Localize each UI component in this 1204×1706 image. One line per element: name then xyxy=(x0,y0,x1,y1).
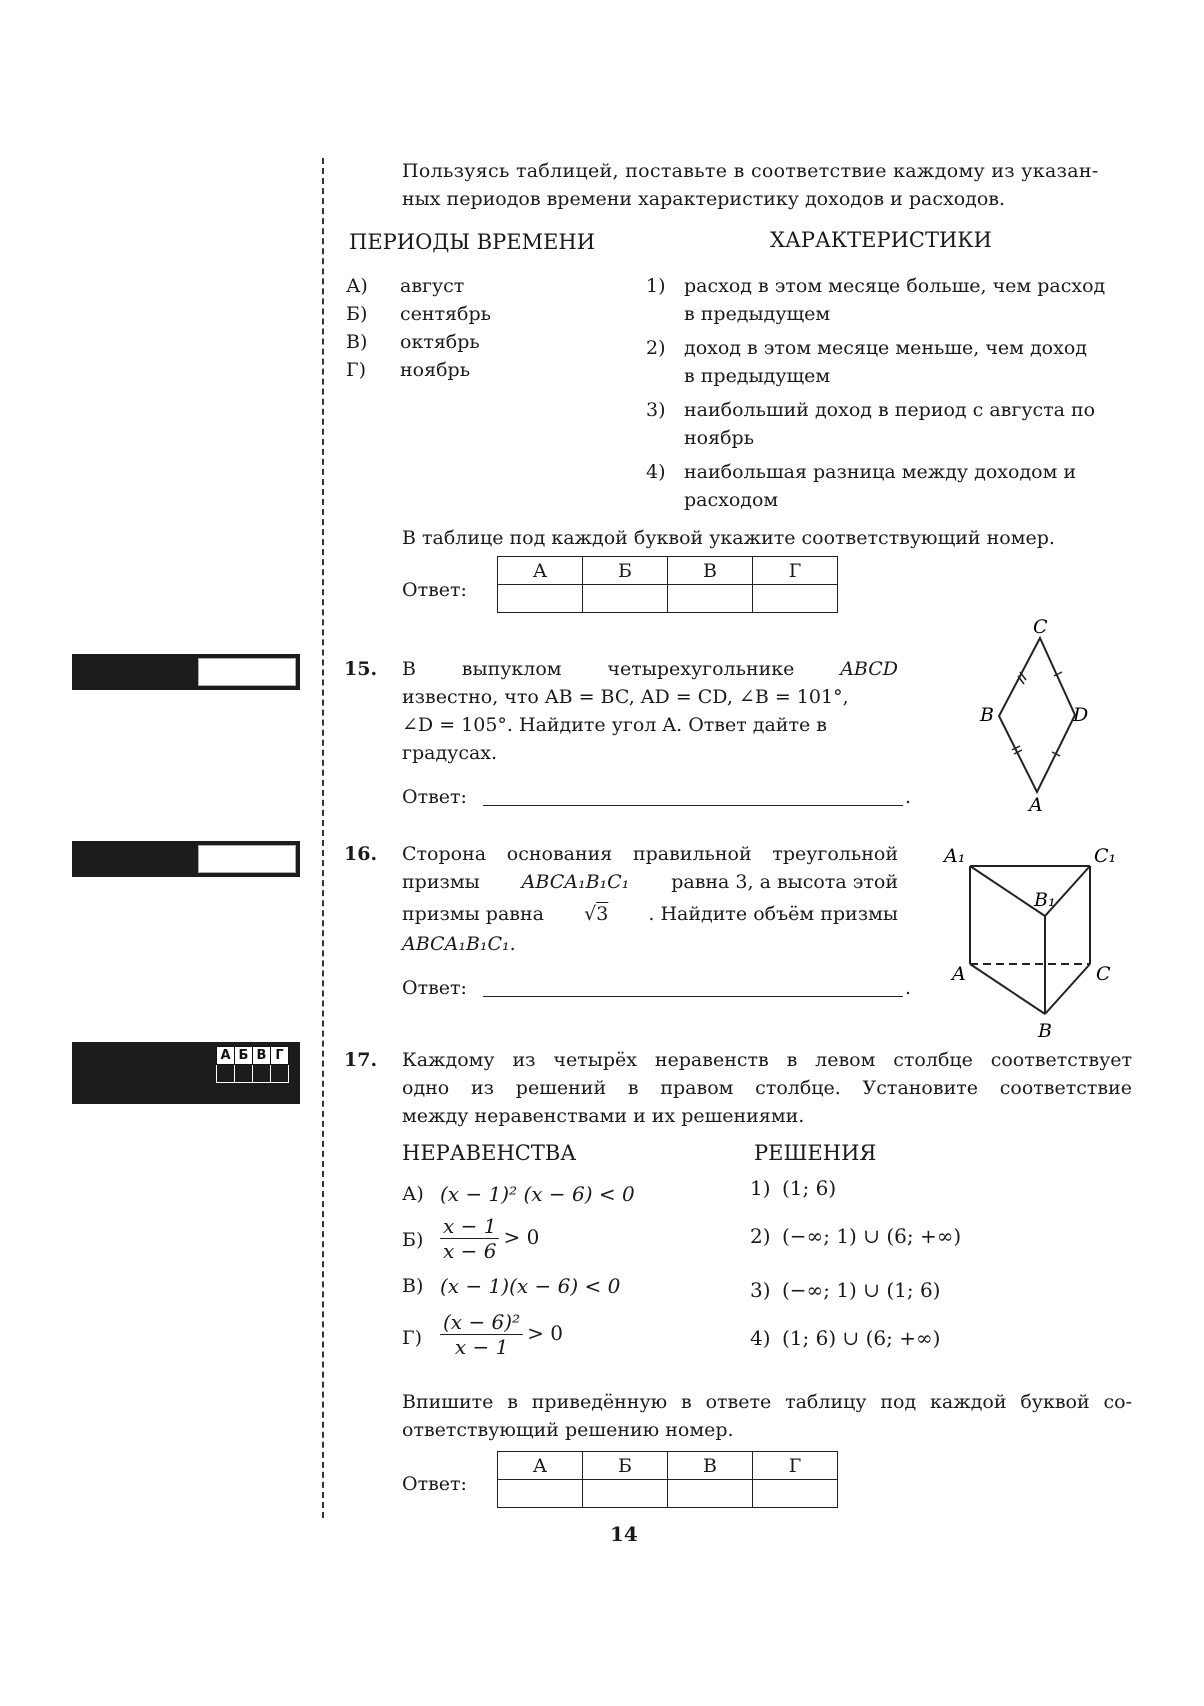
rhombus-figure xyxy=(960,614,1100,814)
answer-field-16 xyxy=(198,845,296,873)
vertex-label-a: A xyxy=(1029,794,1043,814)
grid-letter: А xyxy=(217,1047,235,1065)
answer-label: Ответ: xyxy=(402,977,467,999)
char-line: расход в этом месяце больше, чем расход xyxy=(684,275,1106,297)
answer-label: Ответ: xyxy=(402,579,467,601)
intro-line-2: ных периодов времени характеристику доходов и расходов. xyxy=(402,188,1006,210)
prism-figure xyxy=(940,838,1120,1048)
q15-word: ABCD xyxy=(840,658,898,680)
q16-word: равна 3, а высота этой xyxy=(671,871,898,893)
table-header: В xyxy=(668,557,753,585)
vertex-label-b1: B₁ xyxy=(1034,889,1056,911)
table-header: В xyxy=(668,1452,753,1480)
answer-cell[interactable] xyxy=(753,1480,838,1508)
char-num: 2) xyxy=(646,337,666,359)
grid-letter: Б xyxy=(235,1047,253,1065)
answer-field-15 xyxy=(198,658,296,686)
vertex-label-c1: C₁ xyxy=(1094,845,1117,867)
q16-word: призмы xyxy=(402,871,480,893)
q16-line-1: Сторона основания правильной треугольной xyxy=(402,843,898,865)
answer-cell[interactable] xyxy=(498,585,583,613)
answer-cell[interactable] xyxy=(753,585,838,613)
answer-table-17 xyxy=(497,1451,838,1508)
table-header: А xyxy=(498,1452,583,1480)
q16-word: призмы равна xyxy=(402,903,544,925)
characteristics-header: ХАРАКТЕРИСТИКИ xyxy=(770,228,992,252)
q17-line-2: одно из решений в правом столбце. Установите соответствие xyxy=(402,1077,1132,1099)
answer-dot: . xyxy=(905,786,912,808)
table-header: Б xyxy=(583,557,668,585)
period-text: октябрь xyxy=(400,331,480,353)
answer-label: Ответ: xyxy=(402,1473,467,1495)
vertex-label-a1: A₁ xyxy=(944,845,966,867)
table-header: Г xyxy=(753,1452,838,1480)
q15-line-3: ∠D = 105°. Найдите угол A. Ответ дайте в xyxy=(402,714,827,736)
solution-num: 2) xyxy=(750,1224,771,1248)
solution-text: (−∞; 1) ∪ (6; +∞) xyxy=(782,1224,962,1248)
period-letter: В) xyxy=(346,331,368,353)
answer-line-16[interactable] xyxy=(483,996,903,997)
q15-line-2: известно, что AB = BC, AD = CD, ∠B = 101°, xyxy=(402,686,849,708)
char-line: наибольший доход в период с августа по xyxy=(684,399,1096,421)
vertex-label-c: C xyxy=(1033,616,1048,638)
q15-word: выпуклом xyxy=(461,658,562,680)
inequalities-header: НЕРАВЕНСТВА xyxy=(402,1141,577,1165)
q14-instruction: В таблице под каждой буквой укажите соответствующий номер. xyxy=(402,527,1055,549)
grid-letter: Г xyxy=(271,1047,289,1065)
q17-line-1: Каждому из четырёх неравенств в левом столбце соответствует xyxy=(402,1049,1132,1071)
char-line: наибольшая разница между доходом и xyxy=(684,461,1077,483)
period-letter: Б) xyxy=(346,303,368,325)
ineq-letter: Б) xyxy=(402,1229,424,1251)
q15-word: В xyxy=(402,658,416,680)
vertex-label-a: A xyxy=(952,963,966,985)
ineq-v: (x − 1)(x − 6) < 0 xyxy=(440,1274,621,1298)
solution-num: 1) xyxy=(750,1176,771,1200)
period-letter: Г) xyxy=(346,359,366,381)
answer-cell[interactable] xyxy=(668,1480,753,1508)
solutions-header: РЕШЕНИЯ xyxy=(754,1141,877,1165)
period-text: август xyxy=(400,275,465,297)
solution-num: 4) xyxy=(750,1326,771,1350)
q15-line-4: градусах. xyxy=(402,742,498,764)
q15-word: четырехугольнике xyxy=(607,658,795,680)
char-num: 3) xyxy=(646,399,666,421)
period-text: сентябрь xyxy=(400,303,491,325)
vertex-label-d: D xyxy=(1073,704,1089,726)
solution-num: 3) xyxy=(750,1278,771,1302)
page-number: 14 xyxy=(610,1522,638,1546)
char-num: 4) xyxy=(646,461,666,483)
cut-line xyxy=(322,158,324,1518)
ineq-letter: А) xyxy=(402,1183,424,1205)
q15-line-1 xyxy=(402,655,898,683)
period-text: ноябрь xyxy=(400,359,471,381)
char-line: доход в этом месяце меньше, чем доход xyxy=(684,337,1087,359)
answer-cell[interactable] xyxy=(583,585,668,613)
vertex-label-c: C xyxy=(1096,963,1111,985)
q16-line-4: ABCA₁B₁C₁. xyxy=(402,933,516,955)
q17-number: 17. xyxy=(344,1049,378,1071)
period-letter: А) xyxy=(346,275,368,297)
q16-number: 16. xyxy=(344,843,378,865)
ineq-b: $\frac{x - 1}{x - 6}$ > 0 xyxy=(436,1214,539,1263)
solution-text: (1; 6) xyxy=(782,1176,837,1200)
char-line: расходом xyxy=(684,489,779,511)
ineq-letter: Г) xyxy=(402,1327,422,1349)
char-line: в предыдущем xyxy=(684,365,831,387)
vertex-label-b: B xyxy=(1038,1020,1052,1042)
answer-table-14 xyxy=(497,556,838,613)
margin-answer-box-16 xyxy=(72,841,300,877)
answer-cell[interactable] xyxy=(498,1480,583,1508)
q15-number: 15. xyxy=(344,658,378,680)
ineq-g: $\frac{\text{(x − 6)²}}{x - 1}$ > 0 xyxy=(436,1310,563,1359)
periods-header: ПЕРИОДЫ ВРЕМЕНИ xyxy=(349,230,596,254)
q17-instruction-1: Впишите в приведённую в ответе таблицу под каждой буквой со- xyxy=(402,1391,1132,1413)
vertex-label-b: B xyxy=(980,704,994,726)
q17-line-3: между неравенствами и их решениями. xyxy=(402,1105,805,1127)
answer-label: Ответ: xyxy=(402,786,467,808)
grid-letter: В xyxy=(253,1047,271,1065)
solution-text: (1; 6) ∪ (6; +∞) xyxy=(782,1326,941,1350)
table-header: Б xyxy=(583,1452,668,1480)
q16-line-2 xyxy=(402,868,898,896)
table-header: А xyxy=(498,557,583,585)
q16-line-3 xyxy=(402,900,898,928)
char-line: ноябрь xyxy=(684,427,755,449)
answer-dot: . xyxy=(905,977,912,999)
char-num: 1) xyxy=(646,275,666,297)
q17-instruction-2: ответствующий решению номер. xyxy=(402,1419,734,1441)
answer-cell[interactable] xyxy=(583,1480,668,1508)
ineq-a: (x − 1)² (x − 6) < 0 xyxy=(440,1182,635,1206)
solution-text: (−∞; 1) ∪ (1; 6) xyxy=(782,1278,941,1302)
sqrt: √3 xyxy=(584,903,609,925)
char-line: в предыдущем xyxy=(684,303,831,325)
intro-line-1: Пользуясь таблицей, поставьте в соответствие каждому из указан- xyxy=(402,160,1099,182)
ineq-letter: В) xyxy=(402,1275,424,1297)
q16-word: ABCA₁B₁C₁ xyxy=(521,871,630,893)
answer-line-15[interactable] xyxy=(483,805,903,806)
margin-grid-17 xyxy=(216,1046,289,1083)
q16-word: . Найдите объём призмы xyxy=(648,903,898,925)
margin-answer-box-15 xyxy=(72,654,300,690)
table-header: Г xyxy=(753,557,838,585)
answer-cell[interactable] xyxy=(668,585,753,613)
